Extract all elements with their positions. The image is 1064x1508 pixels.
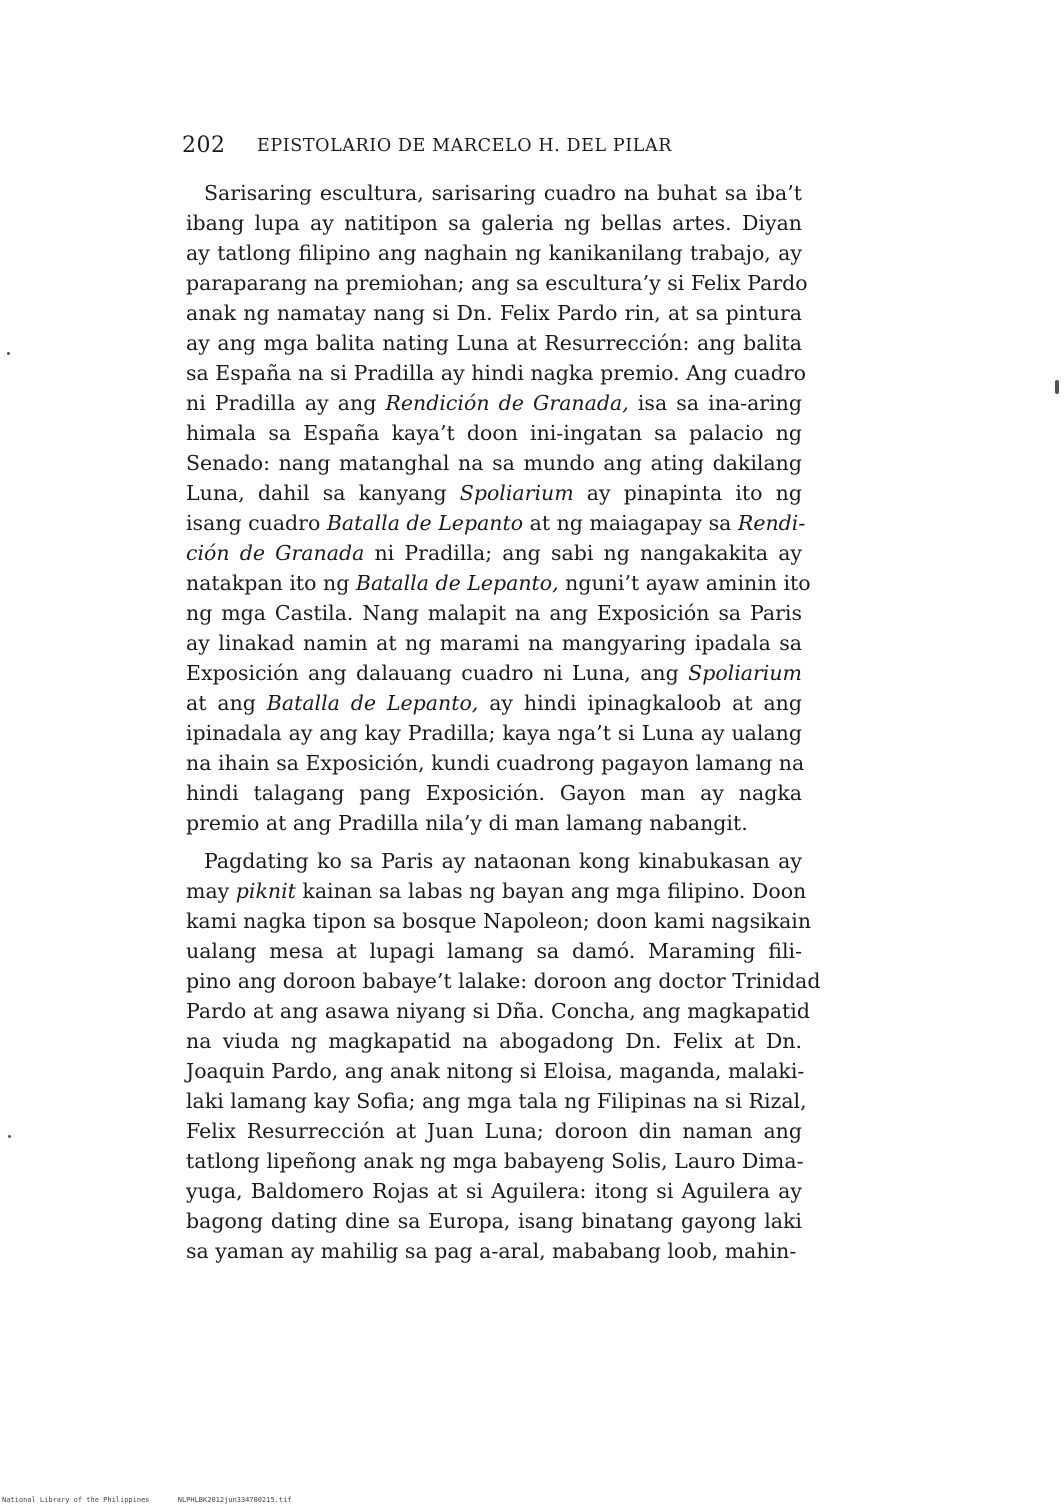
text-run: ni Pradilla ay ang	[186, 391, 386, 415]
body-text	[186, 178, 821, 1266]
running-title: EPISTOLARIO DE MARCELO H. DEL PILAR	[257, 136, 673, 156]
text-run: Pagdating ko sa Paris ay nataonan kong kinabukasan ay	[204, 849, 802, 873]
italic-title: Batalla de Lepanto,	[355, 571, 559, 595]
text-run: ay hindi ipinagkaloob at ang	[478, 691, 803, 715]
text-line	[186, 718, 802, 748]
text-run: yuga, Baldomero Rojas at si Aguilera: itong si Aguilera ay	[186, 1179, 802, 1203]
text-line	[186, 748, 805, 778]
paragraph	[186, 178, 811, 838]
text-line	[186, 568, 811, 598]
italic-title: piknit	[235, 879, 296, 903]
text-run: ay ang mga balita nating Luna at Resurrección: ang balita	[186, 331, 802, 355]
text-run: sa España na si Pradilla ay hindi nagka premio. Ang cuadro	[186, 361, 806, 385]
text-run: Sarisaring escultura, sarisaring cuadro na buhat sa iba’t	[204, 181, 802, 205]
italic-title: Batalla de Lepanto	[326, 511, 524, 535]
text-run: nguni’t ayaw aminin ito	[558, 571, 811, 595]
text-line	[186, 268, 808, 298]
text-line	[186, 966, 821, 996]
page-header	[182, 133, 742, 167]
text-line	[186, 418, 802, 448]
text-run: himala sa España kaya’t doon ini-ingatan sa palacio ng	[186, 421, 802, 445]
text-run: at ang	[186, 691, 267, 715]
text-run: ibang lupa ay natitipon sa galeria ng bellas artes. Diyan	[186, 211, 802, 235]
text-line	[186, 448, 802, 478]
scan-speck	[7, 352, 10, 355]
text-run: ay pinapinta ito ng	[573, 481, 803, 505]
italic-title: Spoliarium	[688, 661, 802, 685]
text-run: kami nagka tipon sa bosque Napoleon; doon kami nagsikain	[186, 909, 812, 933]
text-line	[186, 598, 802, 628]
text-run: bagong dating dine sa Europa, isang binatang gayong laki	[186, 1209, 802, 1233]
scan-footer	[2, 1496, 316, 1504]
text-line	[186, 628, 802, 658]
paragraph-gap	[186, 838, 802, 846]
page-number: 202	[182, 133, 226, 158]
text-run: Exposición ang dalauang cuadro ni Luna, ang	[186, 661, 689, 685]
text-line	[186, 538, 802, 568]
text-line	[186, 688, 802, 718]
text-run: may	[186, 879, 236, 903]
library-credit: National Library of the Philippines	[2, 1496, 150, 1504]
italic-title: ción de Granada	[186, 541, 365, 565]
text-run: natakpan ito ng	[186, 571, 356, 595]
text-line	[186, 846, 802, 876]
text-run: Luna, dahil sa kanyang	[186, 481, 460, 505]
text-run: kainan sa labas ng bayan ang mga filipino. Doon	[295, 879, 807, 903]
text-run: at ng maiagapay sa	[523, 511, 738, 535]
text-run: ay linakad namin at ng marami na mangyaring ipadala sa	[186, 631, 802, 655]
text-run: laki lamang kay Sofia; ang mga tala ng Filipinas na si Rizal,	[186, 1089, 807, 1113]
text-run: na ihain sa Exposición, kundi cuadrong pagayon lamang na	[186, 751, 805, 775]
text-line	[186, 936, 802, 966]
text-run: Senado: nang matanghal na sa mundo ang ating dakilang	[186, 451, 802, 475]
text-run: pino ang doroon babaye’t lalake: doroon ang doctor Trinidad	[186, 969, 821, 993]
text-line	[186, 658, 802, 688]
text-run: ay tatlong filipino ang naghain ng kanikanilang trabajo, ay	[186, 241, 802, 265]
text-line	[186, 1086, 807, 1116]
text-line	[186, 388, 802, 418]
text-line	[186, 1116, 802, 1146]
text-line	[186, 778, 802, 808]
text-line	[186, 1176, 802, 1206]
text-line	[186, 876, 807, 906]
text-line	[186, 328, 802, 358]
text-run: isa sa ina-aring	[628, 391, 802, 415]
text-run: hindi talagang pang Exposición. Gayon man ay nagka	[186, 781, 802, 805]
text-run: tatlong lipeñong anak ng mga babayeng Solis, Lauro Dima-	[186, 1149, 804, 1173]
text-line	[186, 996, 810, 1026]
italic-title: Batalla de Lepanto,	[266, 691, 479, 715]
text-run: paraparang na premiohan; ang sa escultura’y si Felix Pardo	[186, 271, 808, 295]
text-line	[186, 208, 802, 238]
text-run: isang cuadro	[186, 511, 327, 535]
text-line	[186, 508, 806, 538]
italic-title: Rendición de Granada,	[385, 391, 629, 415]
italic-title: Rendi-	[737, 511, 806, 535]
text-run: ng mga Castila. Nang malapit na ang Exposición sa Paris	[186, 601, 802, 625]
text-line	[186, 906, 812, 936]
scan-speck	[8, 1135, 11, 1138]
text-run: ualang mesa at lupagi lamang sa damó. Maraming fili-	[186, 939, 802, 963]
text-line	[186, 1146, 802, 1176]
italic-title: Spoliarium	[459, 481, 574, 505]
text-line	[186, 178, 802, 208]
text-run: ipinadala ay ang kay Pradilla; kaya nga’t si Luna ay ualang	[186, 721, 802, 745]
text-run: Pardo at ang asawa niyang si Dña. Concha, ang magkapatid	[186, 999, 810, 1023]
text-line	[186, 358, 806, 388]
text-run: anak ng namatay nang si Dn. Felix Pardo rin, at sa pintura	[186, 301, 802, 325]
text-run: premio at ang Pradilla nila’y di man lamang nabangit.	[186, 811, 748, 835]
text-run: Felix Resurrección at Juan Luna; doroon din naman ang	[186, 1119, 802, 1143]
text-line	[186, 1026, 802, 1056]
text-line	[186, 1206, 802, 1236]
scan-speck	[1055, 380, 1059, 394]
paragraph	[186, 846, 821, 1266]
text-line	[186, 1236, 802, 1266]
text-run: ni Pradilla; ang sabi ng nangakakita ay	[364, 541, 802, 565]
text-line	[186, 238, 802, 268]
text-run: sa yaman ay mahilig sa pag a-aral, mababang loob, mahin-	[186, 1239, 797, 1263]
text-line	[186, 808, 802, 838]
text-line	[186, 298, 802, 328]
text-line	[186, 1056, 805, 1086]
text-line	[186, 478, 802, 508]
text-run: na viuda ng magkapatid na abogadong Dn. Felix at Dn.	[186, 1029, 802, 1053]
file-identifier: NLPHLBK2012jun334780215.tif	[177, 1496, 292, 1504]
text-run: Joaquin Pardo, ang anak nitong si Eloisa, maganda, malaki-	[186, 1059, 805, 1083]
